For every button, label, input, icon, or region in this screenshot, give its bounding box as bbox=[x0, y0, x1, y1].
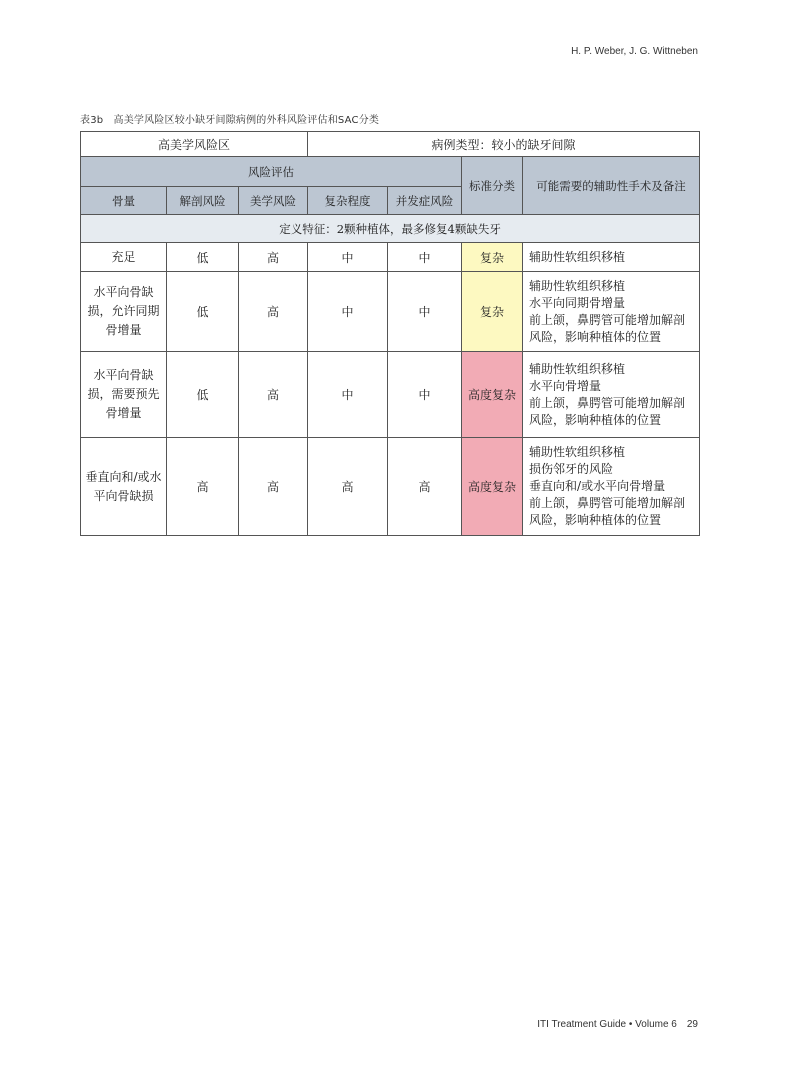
note-line: 辅助性软组织移植 bbox=[529, 249, 626, 264]
cell-notes bbox=[523, 438, 700, 536]
col-header-anatomic: 解剖风险 bbox=[167, 187, 239, 215]
note-line: 风险，影响种植体的位置 bbox=[529, 412, 662, 427]
cell-complexity: 中 bbox=[308, 243, 388, 272]
cell-anatomic: 低 bbox=[167, 352, 239, 438]
col-header-complication: 并发症风险 bbox=[388, 187, 462, 215]
cell-complication: 高 bbox=[388, 438, 462, 536]
sac-table bbox=[80, 131, 700, 536]
cell-sac-class: 高度复杂 bbox=[462, 438, 523, 536]
note-line: 水平向同期骨增量 bbox=[529, 295, 626, 310]
cell-notes bbox=[523, 243, 700, 272]
cell-sac-class: 复杂 bbox=[462, 243, 523, 272]
note-line: 损伤邻牙的风险 bbox=[529, 462, 614, 476]
page-footer: ITI Treatment Guide • Volume 6 29 bbox=[537, 1019, 698, 1030]
header-notes: 可能需要的辅助性手术及备注 bbox=[523, 157, 700, 215]
note-line: 风险，影响种植体的位置 bbox=[529, 513, 662, 527]
table-caption: 表3b 高美学风险区较小缺牙间隙病例的外科风险评估和SAC分类 bbox=[80, 115, 380, 126]
col-header-bone: 骨量 bbox=[81, 187, 167, 215]
note-line: 风险，影响种植体的位置 bbox=[529, 329, 662, 344]
definition-row: 定义特征：2颗种植体，最多修复4颗缺失牙 bbox=[81, 215, 700, 243]
note-line: 辅助性软组织移植 bbox=[529, 445, 626, 459]
note-line: 前上颌，鼻腭管可能增加解剖 bbox=[529, 496, 686, 510]
cell-sac-class: 高度复杂 bbox=[462, 352, 523, 438]
cell-anatomic: 低 bbox=[167, 272, 239, 352]
col-header-complexity: 复杂程度 bbox=[308, 187, 388, 215]
header-case-type: 病例类型：较小的缺牙间隙 bbox=[308, 132, 700, 157]
table-row bbox=[81, 352, 700, 438]
running-header: H. P. Weber, J. G. Wittneben bbox=[571, 46, 698, 57]
cell-anatomic: 高 bbox=[167, 438, 239, 536]
col-header-aesthetic: 美学风险 bbox=[239, 187, 308, 215]
cell-complication: 中 bbox=[388, 352, 462, 438]
header-standard-class: 标准分类 bbox=[462, 157, 523, 215]
cell-aesthetic: 高 bbox=[239, 272, 308, 352]
cell-aesthetic: 高 bbox=[239, 438, 308, 536]
note-line: 辅助性软组织移植 bbox=[529, 361, 626, 376]
cell-anatomic: 低 bbox=[167, 243, 239, 272]
cell-complexity: 中 bbox=[308, 352, 388, 438]
cell-sac-class: 复杂 bbox=[462, 272, 523, 352]
cell-aesthetic: 高 bbox=[239, 352, 308, 438]
cell-bone: 水平向骨缺损，允许同期骨增量 bbox=[81, 272, 167, 352]
cell-bone: 充足 bbox=[81, 243, 167, 272]
cell-complexity: 中 bbox=[308, 272, 388, 352]
header-aesthetic-zone: 高美学风险区 bbox=[81, 132, 308, 157]
note-line: 垂直向和/或水平向骨增量 bbox=[529, 479, 666, 493]
note-line: 前上颌，鼻腭管可能增加解剖 bbox=[529, 395, 686, 410]
cell-aesthetic: 高 bbox=[239, 243, 308, 272]
cell-notes bbox=[523, 272, 700, 352]
note-line: 前上颌，鼻腭管可能增加解剖 bbox=[529, 312, 686, 327]
cell-bone: 垂直向和/或水平向骨缺损 bbox=[81, 438, 167, 536]
table-row bbox=[81, 243, 700, 272]
note-line: 水平向骨增量 bbox=[529, 378, 602, 393]
header-risk-assessment: 风险评估 bbox=[81, 157, 462, 187]
cell-complexity: 高 bbox=[308, 438, 388, 536]
note-line: 辅助性软组织移植 bbox=[529, 278, 626, 293]
table-row bbox=[81, 272, 700, 352]
cell-bone: 水平向骨缺损，需要预先骨增量 bbox=[81, 352, 167, 438]
cell-complication: 中 bbox=[388, 272, 462, 352]
cell-complication: 中 bbox=[388, 243, 462, 272]
cell-notes bbox=[523, 352, 700, 438]
table-row bbox=[81, 438, 700, 536]
